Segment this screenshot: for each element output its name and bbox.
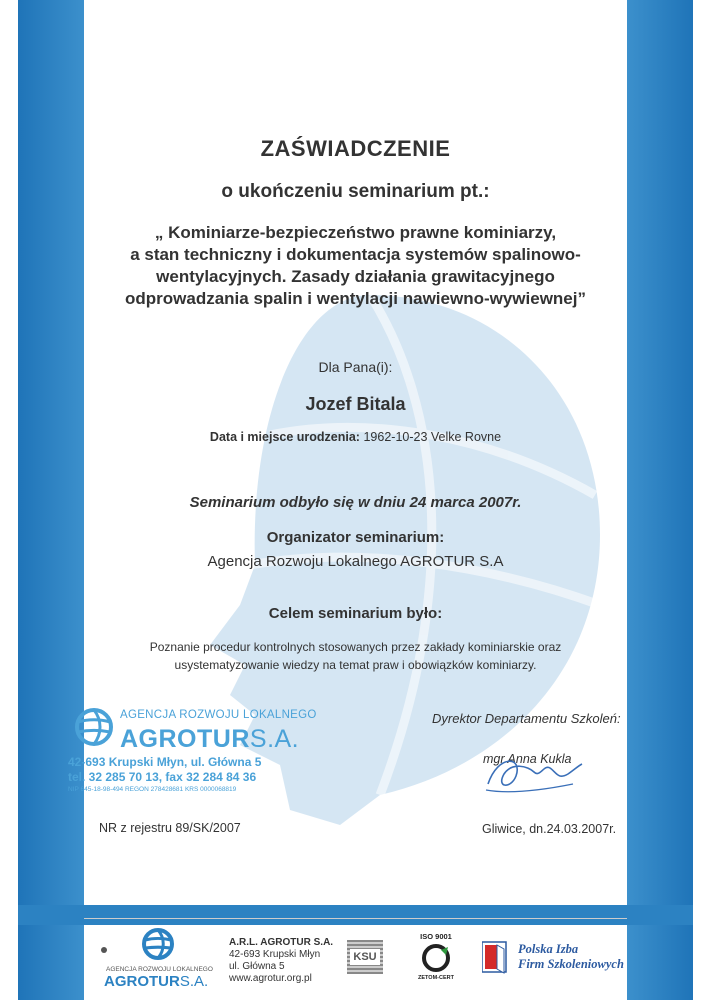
stamp-phone: tel. 32 285 70 13, fax 32 284 84 36 — [68, 770, 257, 784]
purpose-text — [84, 638, 627, 674]
stamp-brand-name: AGROTUR — [120, 725, 250, 753]
organizer-name: Agencja Rozwoju Lokalnego AGROTUR S.A — [207, 553, 504, 570]
stamp-address: 42-693 Krupski Młyn, ul. Główna 5 — [68, 755, 262, 769]
birth-info — [84, 430, 627, 444]
bottom-border-band — [18, 905, 693, 925]
footer-address-line: 42-693 Krupski Młyn — [229, 949, 321, 960]
register-number: NR z rejestru 89/SK/2007 — [99, 821, 241, 835]
company-stamp — [68, 703, 318, 803]
footer-address — [229, 937, 333, 985]
stamp-ids: NIP 645-18-98-494 REGON 278428681 KRS 0000068819 — [68, 786, 237, 793]
iso-sub-label: ZETOM-CERT — [418, 975, 454, 981]
signature-graphic — [478, 744, 588, 804]
recipient-name: Jozef Bitala — [305, 394, 406, 414]
footer-address-line: A.R.L. AGROTUR S.A. — [229, 937, 334, 948]
certificate-title: ZAŚWIADCZENIE — [260, 136, 451, 161]
purpose-label: Celem seminarium było: — [268, 605, 443, 622]
pifs-line: Firm Szkoleniowych — [518, 957, 624, 971]
footer-brand — [104, 973, 208, 990]
recipient-label: Dla Pana(i): — [318, 359, 393, 375]
director-name: mgr Anna Kukla — [483, 752, 572, 766]
iso-label: ISO 9001 — [420, 932, 452, 941]
seminar-date: Seminarium odbyło się w dniu 24 marca 2007r. — [189, 494, 522, 511]
stamp-brand — [120, 725, 299, 754]
topic-line: odprowadzania spalin i wentylacji nawiewno-wywiewnej” — [125, 289, 586, 308]
purpose-line: usystematyzowanie wiedzy na temat praw i obowiązków kominiarzy. — [174, 658, 537, 672]
seminar-topic — [84, 222, 627, 310]
birth-value: 1962-10-23 Velke Rovne — [363, 430, 502, 444]
stamp-brand-suffix: S.A. — [249, 725, 300, 753]
topic-line: wentylacyjnych. Zasady działania grawitacyjnego — [156, 267, 555, 286]
iso-certificate-logo — [412, 932, 460, 984]
ksu-logo — [347, 940, 383, 974]
stamp-globe-icon — [74, 705, 114, 749]
footer-address-line: www.agrotur.org.pl — [229, 973, 312, 984]
place-and-date: Gliwice, dn.24.03.2007r. — [482, 822, 617, 836]
topic-line: „ Kominiarze-bezpieczeństwo prawne kominiarzy, — [154, 223, 557, 242]
zetom-cert-icon — [421, 943, 451, 973]
footer-divider — [84, 918, 627, 919]
topic-line: a stan techniczny i dokumentacja systemów spalinowo- — [130, 245, 581, 264]
purpose-line: Poznanie procedur kontrolnych stosowanych przez zakłady kominiarskie oraz — [149, 640, 562, 654]
pifs-text — [518, 942, 624, 972]
director-title: Dyrektor Departamentu Szkoleń: — [432, 711, 621, 726]
certificate-subtitle: o ukończeniu seminarium pt.: — [221, 181, 490, 202]
footer-brand-name: AGROTUR — [104, 973, 180, 990]
birth-label: Data i miejsce urodzenia: — [209, 430, 360, 444]
pifs-line: Polska Izba — [518, 942, 579, 956]
footer-address-line: ul. Główna 5 — [229, 961, 285, 972]
footer-agency-text: AGENCJA ROZWOJU LOKALNEGO — [106, 966, 213, 973]
footer-brand-suffix: S.A. — [179, 973, 209, 990]
stamp-agency-text: AGENCJA ROZWOJU LOKALNEGO — [120, 709, 317, 721]
organizer-label: Organizator seminarium: — [266, 529, 445, 546]
ksu-label: KSU — [350, 949, 380, 965]
